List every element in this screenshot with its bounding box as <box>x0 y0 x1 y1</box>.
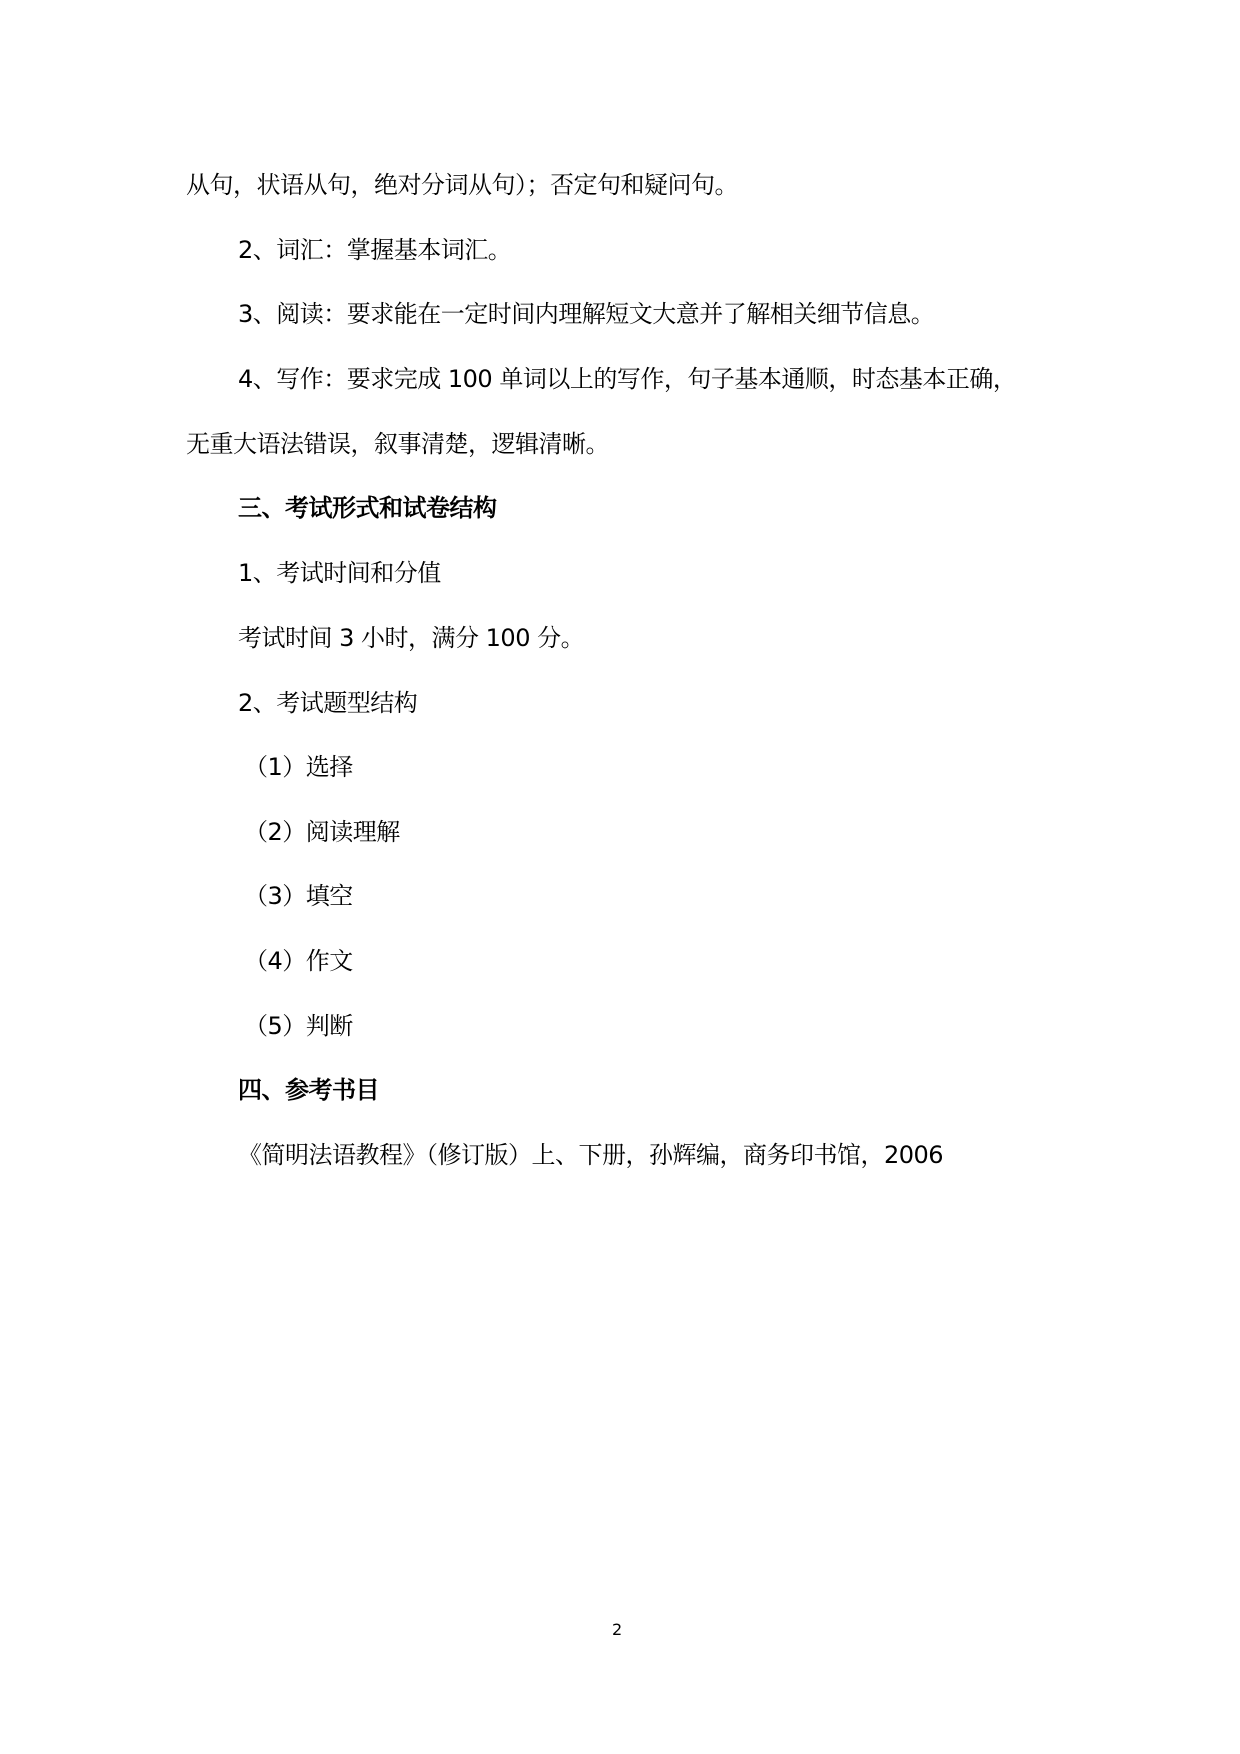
subheading-question-types: 2、考试题型结构 <box>238 689 418 717</box>
item-writing-continuation: 无重大语法错误，叙事清楚，逻辑清晰。 <box>186 430 609 458</box>
question-type-item: （5）判断 <box>244 1012 353 1040</box>
subheading-time-and-score: 1、考试时间和分值 <box>238 559 441 587</box>
page-number: 2 <box>612 1620 623 1639</box>
item-writing: 4、写作：要求完成 100 单词以上的写作，句子基本通顺，时态基本正确， <box>238 365 1017 393</box>
exam-time-text: 考试时间 3 小时，满分 100 分。 <box>238 624 585 652</box>
reference-book: 《简明法语教程》（修订版）上、下册，孙辉编，商务印书馆，2006 <box>238 1141 944 1169</box>
question-type-item: （2）阅读理解 <box>244 818 400 846</box>
section-heading-exam-format: 三、考试形式和试卷结构 <box>238 494 497 522</box>
question-type-item: （3）填空 <box>244 882 353 910</box>
question-type-item: （1）选择 <box>244 753 353 781</box>
section-heading-references: 四、参考书目 <box>238 1076 379 1104</box>
paragraph-grammar-continuation: 从句，状语从句，绝对分词从句）；否定句和疑问句。 <box>186 171 738 199</box>
question-type-item: （4）作文 <box>244 947 353 975</box>
item-reading: 3、阅读：要求能在一定时间内理解短文大意并了解相关细节信息。 <box>238 300 935 328</box>
item-vocabulary: 2、词汇：掌握基本词汇。 <box>238 236 512 264</box>
